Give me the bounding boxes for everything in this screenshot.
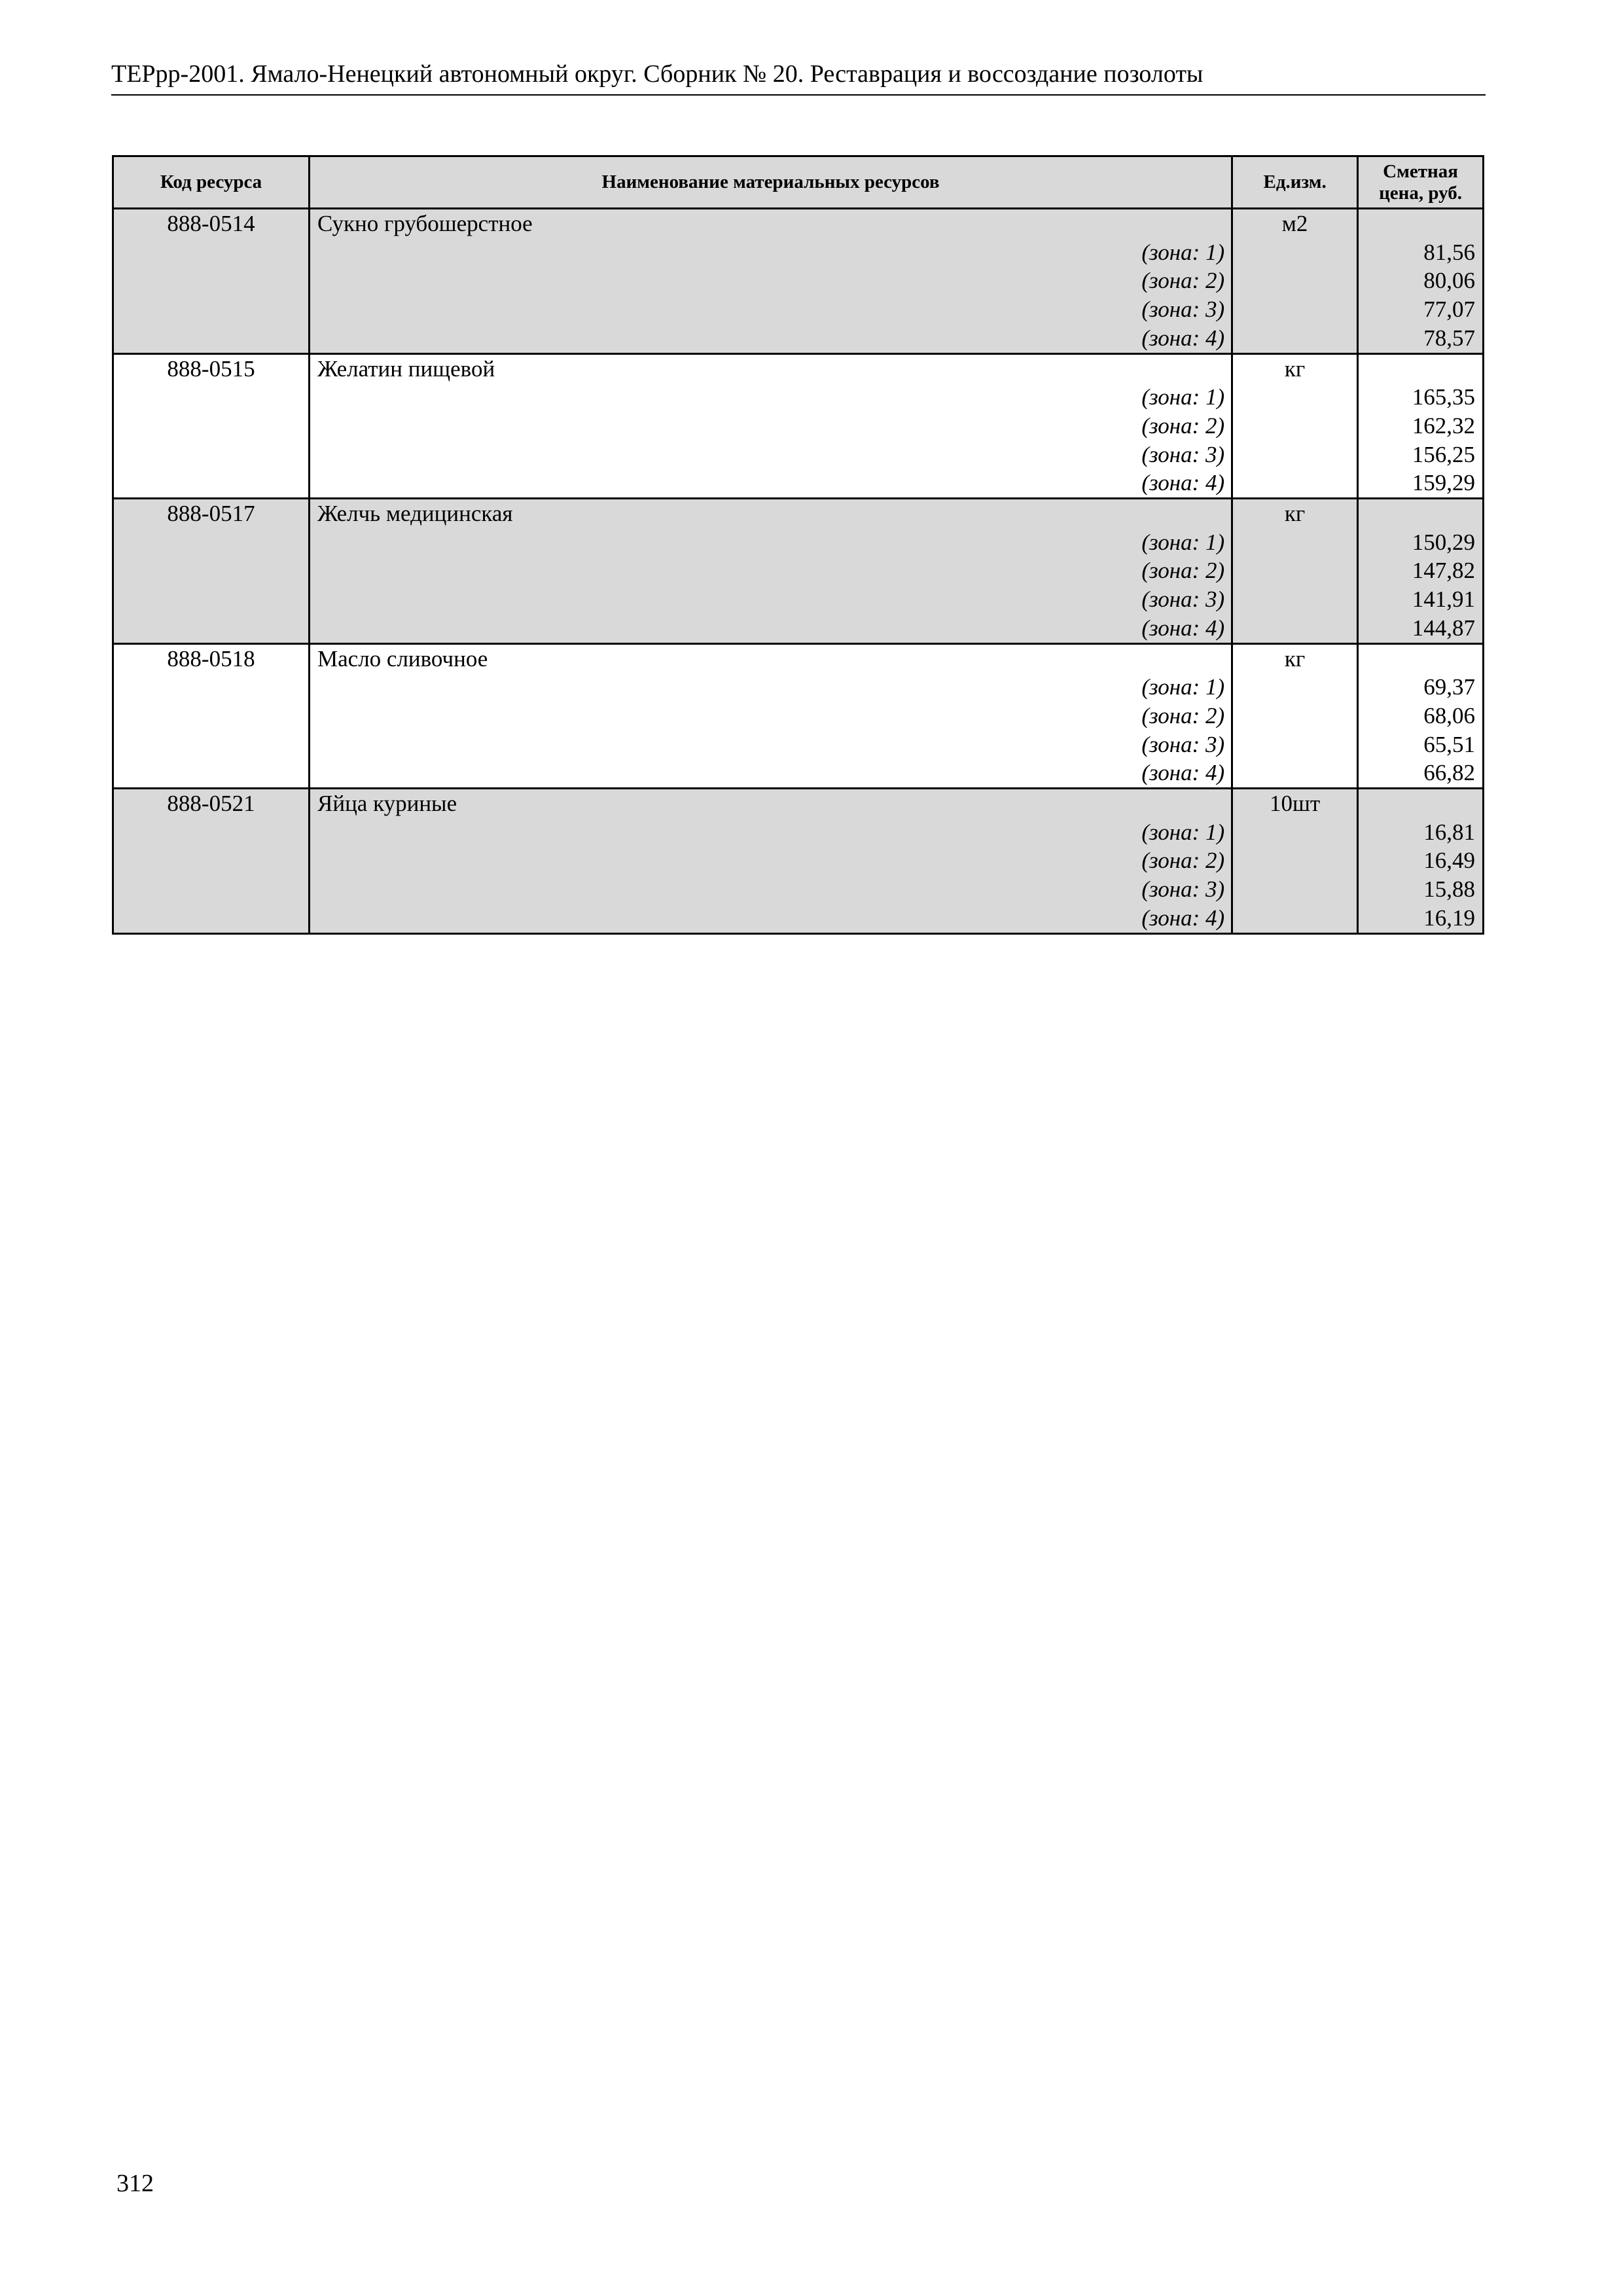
empty-cell	[1232, 440, 1358, 469]
zone-row	[113, 469, 1484, 498]
empty-cell	[113, 324, 310, 353]
zone-price: 65,51	[1358, 730, 1484, 759]
empty-cell	[1232, 904, 1358, 933]
empty-cell	[1232, 556, 1358, 585]
page-header: ТЕРрр-2001. Ямало-Ненецкий автономный округ. Сборник № 20. Реставрация и воссоздание позолоты	[111, 58, 1486, 96]
zone-label: (зона: 1)	[310, 528, 1232, 557]
zone-row	[113, 702, 1484, 730]
resource-price-empty	[1358, 499, 1484, 528]
resource-name: Масло сливочное	[310, 643, 1232, 673]
empty-cell	[113, 759, 310, 788]
zone-label: (зона: 3)	[310, 730, 1232, 759]
zone-label: (зона: 1)	[310, 238, 1232, 267]
resource-row	[113, 209, 1484, 238]
empty-cell	[113, 730, 310, 759]
resource-unit: 10шт	[1232, 789, 1358, 818]
resources-table	[112, 155, 1484, 935]
empty-cell	[113, 440, 310, 469]
zone-row	[113, 440, 1484, 469]
zone-label: (зона: 2)	[310, 702, 1232, 730]
empty-cell	[1232, 412, 1358, 440]
zone-row	[113, 238, 1484, 267]
zone-row	[113, 818, 1484, 847]
resource-code: 888-0514	[113, 209, 310, 238]
empty-cell	[113, 702, 310, 730]
zone-row	[113, 383, 1484, 412]
zone-label: (зона: 3)	[310, 585, 1232, 614]
column-header-name: Наименование материальных ресурсов	[310, 156, 1232, 209]
zone-label: (зона: 3)	[310, 875, 1232, 904]
resource-group	[113, 789, 1484, 934]
zone-price: 77,07	[1358, 295, 1484, 324]
zone-row	[113, 759, 1484, 788]
zone-label: (зона: 2)	[310, 556, 1232, 585]
resource-code: 888-0518	[113, 643, 310, 673]
table-header-row	[113, 156, 1484, 209]
zone-row	[113, 875, 1484, 904]
zone-row	[113, 324, 1484, 353]
zone-price: 68,06	[1358, 702, 1484, 730]
resource-group	[113, 643, 1484, 789]
zone-row	[113, 556, 1484, 585]
empty-cell	[1232, 528, 1358, 557]
zone-row	[113, 846, 1484, 875]
empty-cell	[113, 528, 310, 557]
resource-price-empty	[1358, 353, 1484, 383]
zone-row	[113, 673, 1484, 702]
empty-cell	[113, 818, 310, 847]
empty-cell	[1232, 673, 1358, 702]
zone-price: 156,25	[1358, 440, 1484, 469]
empty-cell	[1232, 585, 1358, 614]
zone-label: (зона: 1)	[310, 673, 1232, 702]
empty-cell	[113, 412, 310, 440]
empty-cell	[1232, 295, 1358, 324]
column-header-code: Код ресурса	[113, 156, 310, 209]
zone-price: 15,88	[1358, 875, 1484, 904]
empty-cell	[1232, 818, 1358, 847]
zone-row	[113, 904, 1484, 933]
zone-row	[113, 266, 1484, 295]
page-number: 312	[116, 2170, 154, 2197]
resource-row	[113, 643, 1484, 673]
zone-price: 78,57	[1358, 324, 1484, 353]
zone-price: 80,06	[1358, 266, 1484, 295]
zone-price: 66,82	[1358, 759, 1484, 788]
empty-cell	[1232, 383, 1358, 412]
zone-row	[113, 295, 1484, 324]
zone-row	[113, 528, 1484, 557]
zone-row	[113, 614, 1484, 643]
empty-cell	[1232, 702, 1358, 730]
zone-label: (зона: 2)	[310, 846, 1232, 875]
empty-cell	[113, 585, 310, 614]
empty-cell	[1232, 324, 1358, 353]
zone-price: 16,49	[1358, 846, 1484, 875]
zone-row	[113, 412, 1484, 440]
zone-price: 144,87	[1358, 614, 1484, 643]
empty-cell	[1232, 266, 1358, 295]
resource-price-empty	[1358, 643, 1484, 673]
empty-cell	[113, 266, 310, 295]
resource-unit: кг	[1232, 643, 1358, 673]
empty-cell	[1232, 469, 1358, 498]
resource-name: Сукно грубошерстное	[310, 209, 1232, 238]
resource-row	[113, 353, 1484, 383]
zone-row	[113, 585, 1484, 614]
zone-price: 165,35	[1358, 383, 1484, 412]
zone-label: (зона: 4)	[310, 759, 1232, 788]
zone-label: (зона: 4)	[310, 469, 1232, 498]
zone-label: (зона: 2)	[310, 266, 1232, 295]
empty-cell	[113, 904, 310, 933]
zone-price: 162,32	[1358, 412, 1484, 440]
column-header-price: Сметная цена, руб.	[1358, 156, 1484, 209]
empty-cell	[1232, 846, 1358, 875]
resource-name: Желчь медицинская	[310, 499, 1232, 528]
empty-cell	[1232, 238, 1358, 267]
resource-name: Желатин пищевой	[310, 353, 1232, 383]
empty-cell	[113, 556, 310, 585]
zone-price: 141,91	[1358, 585, 1484, 614]
resource-code: 888-0521	[113, 789, 310, 818]
zone-price: 147,82	[1358, 556, 1484, 585]
empty-cell	[113, 295, 310, 324]
resource-code: 888-0515	[113, 353, 310, 383]
resource-row	[113, 789, 1484, 818]
zone-label: (зона: 4)	[310, 614, 1232, 643]
zone-price: 159,29	[1358, 469, 1484, 498]
resource-price-empty	[1358, 789, 1484, 818]
empty-cell	[113, 673, 310, 702]
empty-cell	[1232, 759, 1358, 788]
resource-group	[113, 499, 1484, 644]
zone-label: (зона: 4)	[310, 324, 1232, 353]
resource-unit: м2	[1232, 209, 1358, 238]
zone-price: 16,19	[1358, 904, 1484, 933]
zone-price: 150,29	[1358, 528, 1484, 557]
empty-cell	[113, 238, 310, 267]
empty-cell	[113, 383, 310, 412]
empty-cell	[113, 875, 310, 904]
zone-label: (зона: 1)	[310, 383, 1232, 412]
zone-label: (зона: 3)	[310, 440, 1232, 469]
zone-price: 81,56	[1358, 238, 1484, 267]
zone-label: (зона: 2)	[310, 412, 1232, 440]
empty-cell	[1232, 614, 1358, 643]
zone-price: 16,81	[1358, 818, 1484, 847]
empty-cell	[113, 614, 310, 643]
zone-row	[113, 730, 1484, 759]
resource-group	[113, 209, 1484, 354]
resource-name: Яйца куриные	[310, 789, 1232, 818]
empty-cell	[113, 469, 310, 498]
resource-price-empty	[1358, 209, 1484, 238]
zone-label: (зона: 4)	[310, 904, 1232, 933]
column-header-unit: Ед.изм.	[1232, 156, 1358, 209]
empty-cell	[113, 846, 310, 875]
zone-label: (зона: 1)	[310, 818, 1232, 847]
zone-price: 69,37	[1358, 673, 1484, 702]
resource-unit: кг	[1232, 353, 1358, 383]
empty-cell	[1232, 730, 1358, 759]
empty-cell	[1232, 875, 1358, 904]
resource-unit: кг	[1232, 499, 1358, 528]
resource-code: 888-0517	[113, 499, 310, 528]
zone-label: (зона: 3)	[310, 295, 1232, 324]
resource-row	[113, 499, 1484, 528]
resource-group	[113, 353, 1484, 499]
